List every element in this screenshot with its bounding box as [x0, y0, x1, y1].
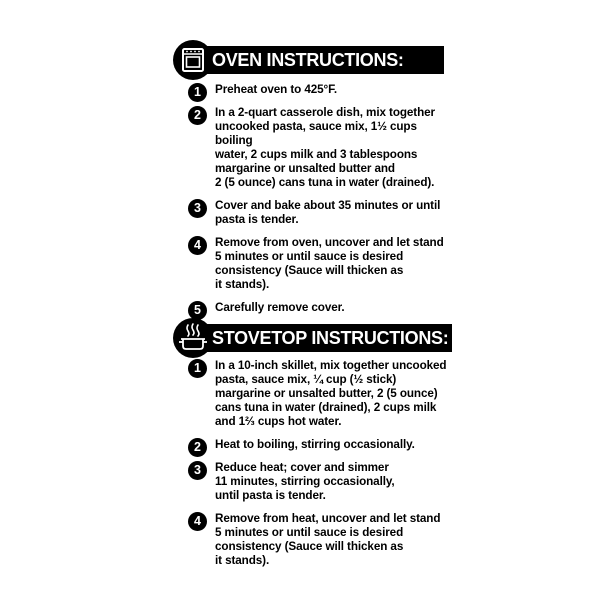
step-text: Remove from heat, uncover and let stand 5 minutes or until sauce is desired consistency (Sauce will thicken as it stands). [215, 512, 441, 567]
stovetop-steps-list [0, 359, 612, 577]
oven-title: OVEN INSTRUCTIONS: [212, 50, 404, 70]
oven-step [0, 301, 612, 315]
oven-step [0, 199, 612, 227]
stovetop-step [0, 438, 612, 452]
oven-step [0, 106, 612, 190]
step-text: Cover and bake about 35 minutes or until pasta is tender. [215, 199, 441, 226]
oven-icon [173, 40, 213, 80]
step-number-badge: 2 [188, 438, 207, 457]
step-number-badge: 2 [188, 106, 207, 125]
stovetop-step [0, 359, 612, 429]
step-number-badge: 4 [188, 236, 207, 255]
oven-instructions-section [0, 40, 612, 317]
step-number-badge: 1 [188, 359, 207, 378]
oven-header [0, 40, 612, 80]
oven-step [0, 236, 612, 292]
stovetop-header [0, 318, 612, 358]
step-number-badge: 5 [188, 301, 207, 320]
stovetop-instructions-section [0, 318, 612, 567]
step-text: Preheat oven to 425°F. [215, 83, 337, 96]
step-text: Reduce heat; cover and simmer 11 minutes, stirring occasionally, until pasta is tender. [215, 461, 395, 502]
step-text: In a 10-inch skillet, mix together uncooked pasta, sauce mix, ¼ cup (½ stick) margarine or unsalted butter, 2 (5 ounce) cans tuna in water (drained), 2 cups milk and 1⅔ cups hot water. [215, 359, 447, 428]
oven-steps-list [0, 83, 612, 324]
oven-step [0, 83, 612, 97]
step-number-badge: 1 [188, 83, 207, 102]
stovetop-step [0, 512, 612, 568]
step-number-badge: 3 [188, 461, 207, 480]
step-text: Remove from oven, uncover and let stand 5 minutes or until sauce is desired consistency (Sauce will thicken as it stands). [215, 236, 444, 291]
step-text: Heat to boiling, stirring occasionally. [215, 438, 415, 451]
step-number-badge: 3 [188, 199, 207, 218]
step-text: Carefully remove cover. [215, 301, 345, 314]
steaming-pot-icon [173, 318, 213, 358]
step-text: In a 2-quart casserole dish, mix together uncooked pasta, sauce mix, 1½ cups boiling water, 2 cups milk and 3 tablespoons margarine or unsalted butter and 2 (5 ounce) cans tuna in water (drained). [215, 106, 435, 189]
stovetop-step [0, 461, 612, 503]
stovetop-title: STOVETOP INSTRUCTIONS: [212, 328, 449, 348]
step-number-badge: 4 [188, 512, 207, 531]
